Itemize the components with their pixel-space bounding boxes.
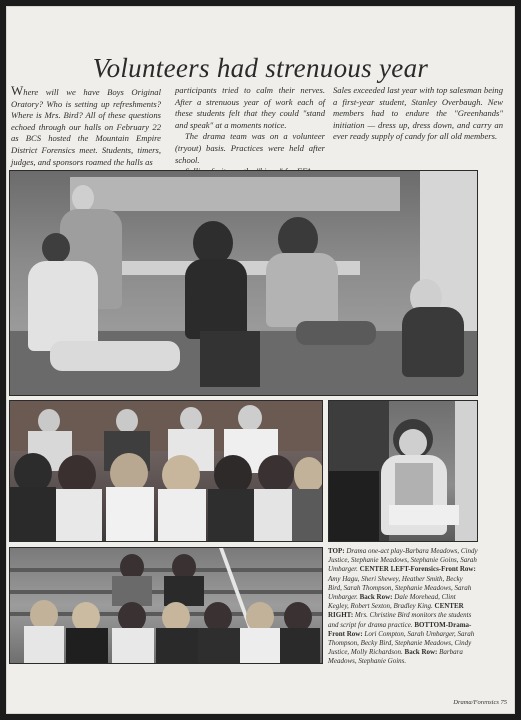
article-column-2: [175, 85, 325, 178]
photo-drama-one-act: [9, 170, 478, 396]
caption-text: Amy Hagu, Sheri Shewey, Heather Smith, Becky Bird, Sarah Thompson, Stephanie Meadows, Sarah Umbarger.: [328, 574, 472, 602]
article-column-3: [333, 85, 503, 143]
photo-teacher-monitoring: [328, 400, 478, 542]
page-title: Volunteers had strenuous year: [92, 53, 429, 83]
article-col1-text: here will we have Boys Original Oratory? Who is setting up refreshments? Where is Mrs. Bird? All of these questions echoed through our halls on February 22 as BCS hosted the Mountain Empire District Forensics meet. Students, timers, judges, and sponsors roamed the halls as: [11, 87, 161, 167]
caption-text: Mrs. Christine Bird monitors the students and script for drama practice.: [328, 611, 472, 629]
caption-label: BOTTOM-Drama-Front Row:: [328, 620, 472, 638]
article-column-1: [11, 85, 161, 168]
article-col2-p1: participants tried to calm their nerves. After a strenuous year of work each of these students felt that they could "stand and speak" at a moments notice.: [175, 85, 325, 130]
caption-label: Back Row:: [359, 593, 393, 602]
photo-drama-group: [9, 547, 323, 664]
drop-cap: W: [11, 83, 24, 98]
caption-text: Drama one-act play-Barbara Meadows, Cindy Justice, Stephanie Meadows, Stephanie Goins, Sarah Umbarger.: [328, 547, 478, 574]
caption-text: Dale Morehead, Clint Kegley, Robert Sexton, Bradley King.: [328, 593, 456, 611]
article-col2-p2: The drama team was on a volunteer (tryout) basis. Practices were held after school.: [175, 131, 325, 165]
caption-label: CENTER RIGHT:: [328, 602, 464, 620]
caption-label: TOP:: [328, 547, 345, 555]
yearbook-page: [6, 6, 515, 714]
photo-captions: [328, 547, 478, 667]
photo-forensics-group: [9, 400, 323, 542]
caption-label: CENTER LEFT-Forensics-Front Row:: [359, 565, 476, 574]
caption-text: Lori Compton, Sarah Umbarger, Sarah Thompson, Becky Bird, Stephanie Meadows, Cindy Justice, Molly Richardson.: [328, 629, 475, 657]
caption-label: Back Row:: [404, 648, 438, 657]
page-footer: Drama/Forensics 75: [453, 699, 507, 706]
caption-text: Barbara Meadows, Stephanie Goins.: [328, 648, 463, 666]
article-col3-text: Sales exceeded last year with top salesman being a first-year student, Stanley Overbaugh. New members had to endure the "Greenhands" initiation — dress up, dress down, and carry an ever ready supply of candy for all old members.: [333, 85, 503, 142]
